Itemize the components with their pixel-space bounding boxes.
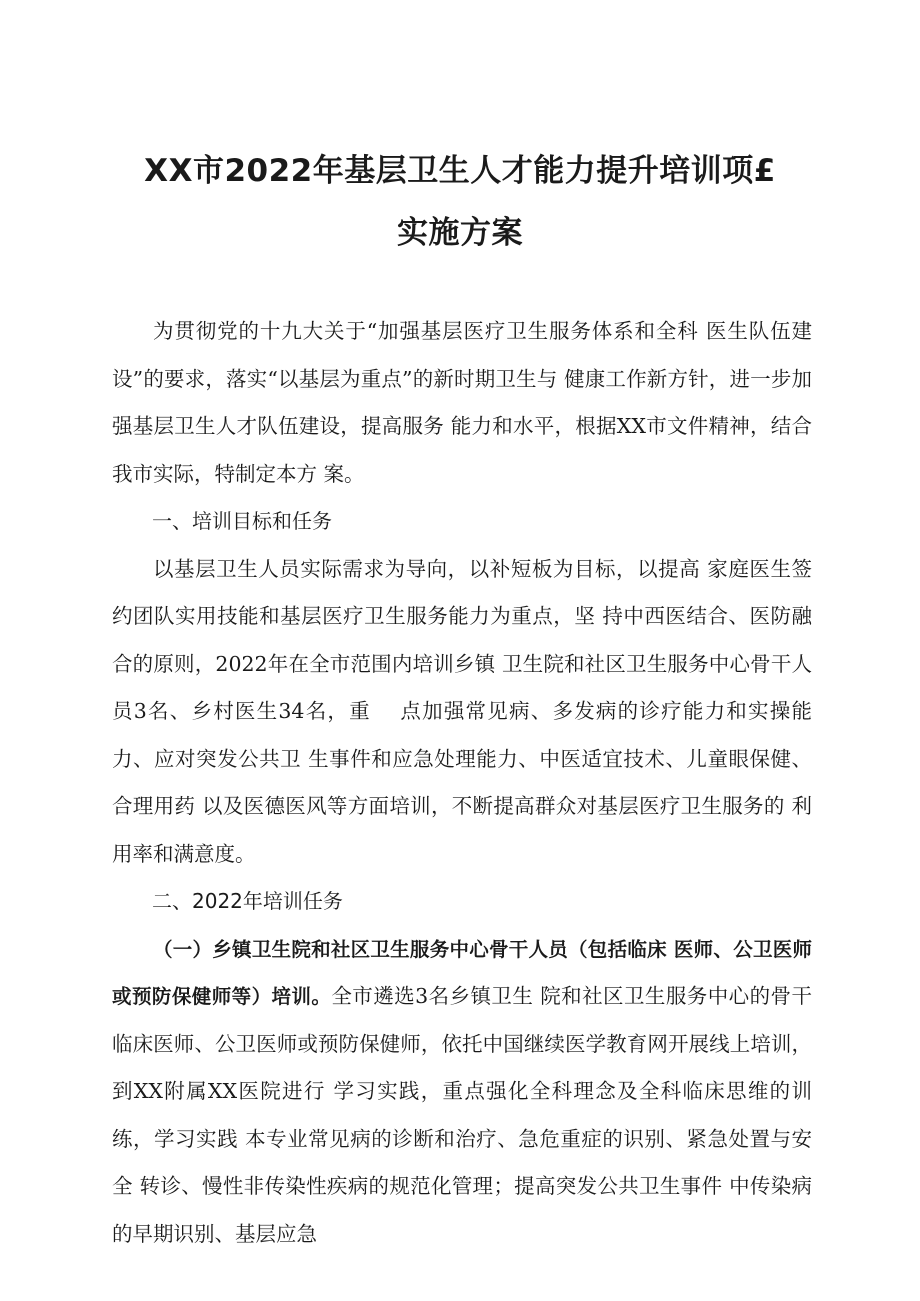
- document-title-line-2: 实施方案: [397, 215, 523, 251]
- intro-paragraph: 为贯彻党的十九大关于“加强基层医疗卫生服务体系和全科 医生队伍建设”的要求，落实“以基层为重点”的新时期卫生与 健康工作新方针，进一步加强基层卫生人才队伍建设，提高服务 能力和水平，根据XX市文件精神，结合我市实际，特制定本方 案。: [112, 319, 812, 486]
- section-2-heading: 二、2022年培训任务: [152, 889, 343, 913]
- section-1-paragraph: 以基层卫生人员实际需求为导向，以补短板为目标，以提高 家庭医生签约团队实用技能和基层医疗卫生服务能力为重点，坚 持中西医结合、医防融合的原则，2022年在全市范围内培训乡镇 卫生院和社区卫生服务中心骨干人员3名、乡村医生34名，重 点加强常见病、多发病的诊疗能力和实操能力、应对突发公共卫 生事件和应急处理能力、中医适宜技术、儿童眼保健、合理用药 以及医德医风等方面培训，不断提高群众对基层医疗卫生服务的 利用率和满意度。: [112, 556, 812, 866]
- section-2-subsection-1: [112, 926, 812, 1259]
- document-body: [112, 308, 812, 1258]
- document-title-line-1: XX市2022年基层卫生人才能力提升培训项£: [144, 153, 776, 189]
- subsection-1-lead: （一）乡镇卫生院和社区卫生服务中心骨干人员（包括临床 医师、公卫医师或预防保健师等）培训。: [112, 937, 812, 1008]
- subsection-1-text: 全市遴选3名乡镇卫生 院和社区卫生服务中心的骨干临床医师、公卫医师或预防保健师，依托中国继续医学教育网开展线上培训，到XX附属XX医院进行 学习实践，重点强化全科理念及全科临床思维的训练，学习实践 本专业常见病的诊断和治疗、急危重症的识别、紧急处置与安全 转诊、慢性非传染性疾病的规范化管理；提高突发公共卫生事件 中传染病的早期识别、基层应急: [112, 984, 812, 1246]
- section-1-heading: 一、培训目标和任务: [152, 509, 332, 533]
